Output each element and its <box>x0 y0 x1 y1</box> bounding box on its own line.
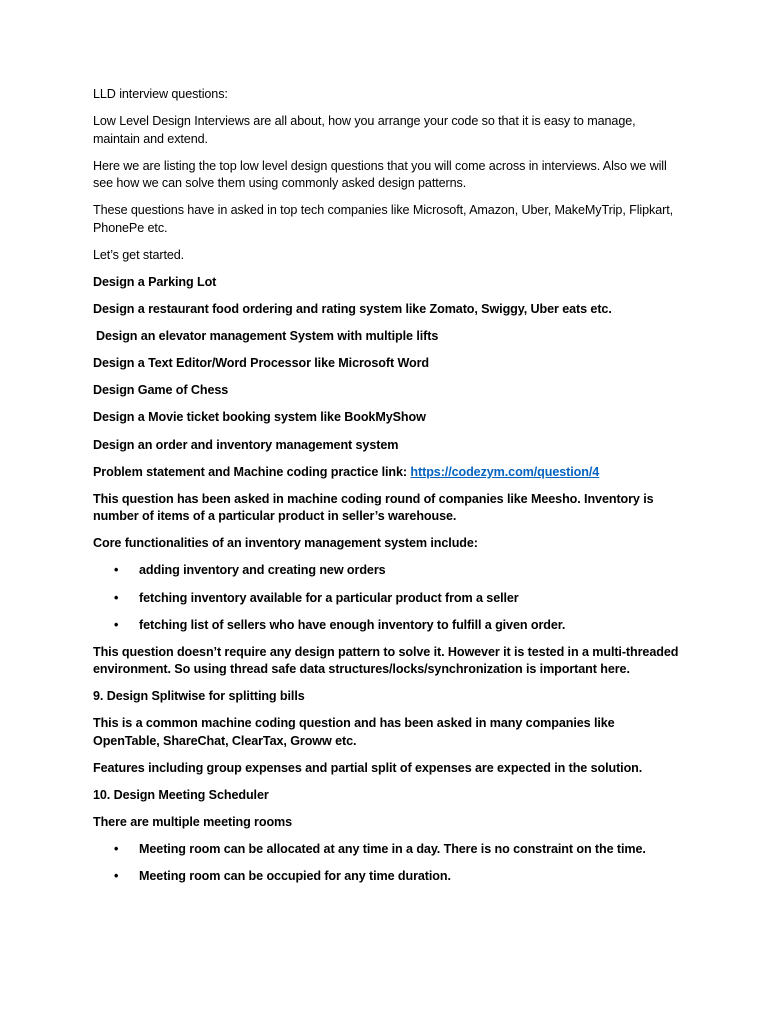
inventory-description: This question has been asked in machine coding round of companies like Meesho. Inventory is number of items of a particular product in seller’s warehouse. <box>93 491 654 524</box>
list-item-text: Meeting room can be occupied for any time duration. <box>139 869 451 884</box>
splitwise-description: This is a common machine coding question and has been asked in many companies like OpenTable, ShareChat, ClearTax, Groww etc. <box>93 716 615 748</box>
meeting-bullet-list <box>93 841 683 886</box>
list-item <box>93 841 683 859</box>
intro-paragraph-4: Let’s get started. <box>93 247 185 262</box>
question-text-editor: Design a Text Editor/Word Processor like Microsoft Word <box>93 356 429 371</box>
splitwise-features: Features including group expenses and partial split of expenses are expected in the solution. <box>93 760 643 775</box>
question-inventory: Design an order and inventory management system <box>93 437 399 452</box>
practice-link[interactable]: https://codezym.com/question/4 <box>410 464 600 479</box>
bullet-glyph: • <box>114 590 119 605</box>
practice-label: Problem statement and Machine coding practice link: <box>93 464 411 479</box>
question-movie-booking: Design a Movie ticket booking system like BookMyShow <box>93 410 426 425</box>
question-food-ordering: Design a restaurant food ordering and rating system like Zomato, Swiggy, Uber eats etc. <box>93 302 612 317</box>
inventory-bullet-list <box>93 562 683 634</box>
document-body <box>93 86 683 895</box>
list-item-text: fetching inventory available for a particular product from a seller <box>139 590 519 605</box>
list-item <box>93 590 683 608</box>
question-chess: Design Game of Chess <box>93 383 229 398</box>
bullet-glyph: • <box>114 563 119 578</box>
bullet-glyph: • <box>114 869 119 884</box>
intro-paragraph-3: These questions have in asked in top tech companies like Microsoft, Amazon, Uber, MakeMyTrip, Flipkart, PhonePe etc. <box>93 203 674 235</box>
core-functionalities: Core functionalities of an inventory management system include: <box>93 536 478 551</box>
meeting-intro: There are multiple meeting rooms <box>93 815 293 830</box>
question-parking-lot: Design a Parking Lot <box>93 274 217 289</box>
list-item-text: Meeting room can be allocated at any time in a day. There is no constraint on the time. <box>139 842 646 857</box>
bullet-glyph: • <box>114 842 119 857</box>
list-item <box>93 562 683 580</box>
list-item <box>93 868 683 886</box>
inventory-note: This question doesn’t require any design pattern to solve it. However it is tested in a multi-threaded environment. So using thread safe data structures/locks/synchronization is important here. <box>93 644 679 677</box>
question-splitwise: 9. Design Splitwise for splitting bills <box>93 689 305 704</box>
list-item-text: adding inventory and creating new orders <box>139 563 386 578</box>
list-item <box>93 617 683 635</box>
intro-paragraph-1: Low Level Design Interviews are all about, how you arrange your code so that it is easy to manage, maintain and extend. <box>93 114 636 146</box>
doc-heading: LLD interview questions: <box>93 87 228 101</box>
question-elevator: Design an elevator management System with multiple lifts <box>96 329 439 344</box>
bullet-glyph: • <box>114 617 119 632</box>
intro-paragraph-2: Here we are listing the top low level design questions that you will come across in interviews. Also we will see how we can solve them using commonly asked design patterns. <box>93 158 667 191</box>
question-meeting-scheduler: 10. Design Meeting Scheduler <box>93 788 269 803</box>
practice-line <box>93 464 683 482</box>
list-item-text: fetching list of sellers who have enough inventory to fulfill a given order. <box>139 617 566 632</box>
